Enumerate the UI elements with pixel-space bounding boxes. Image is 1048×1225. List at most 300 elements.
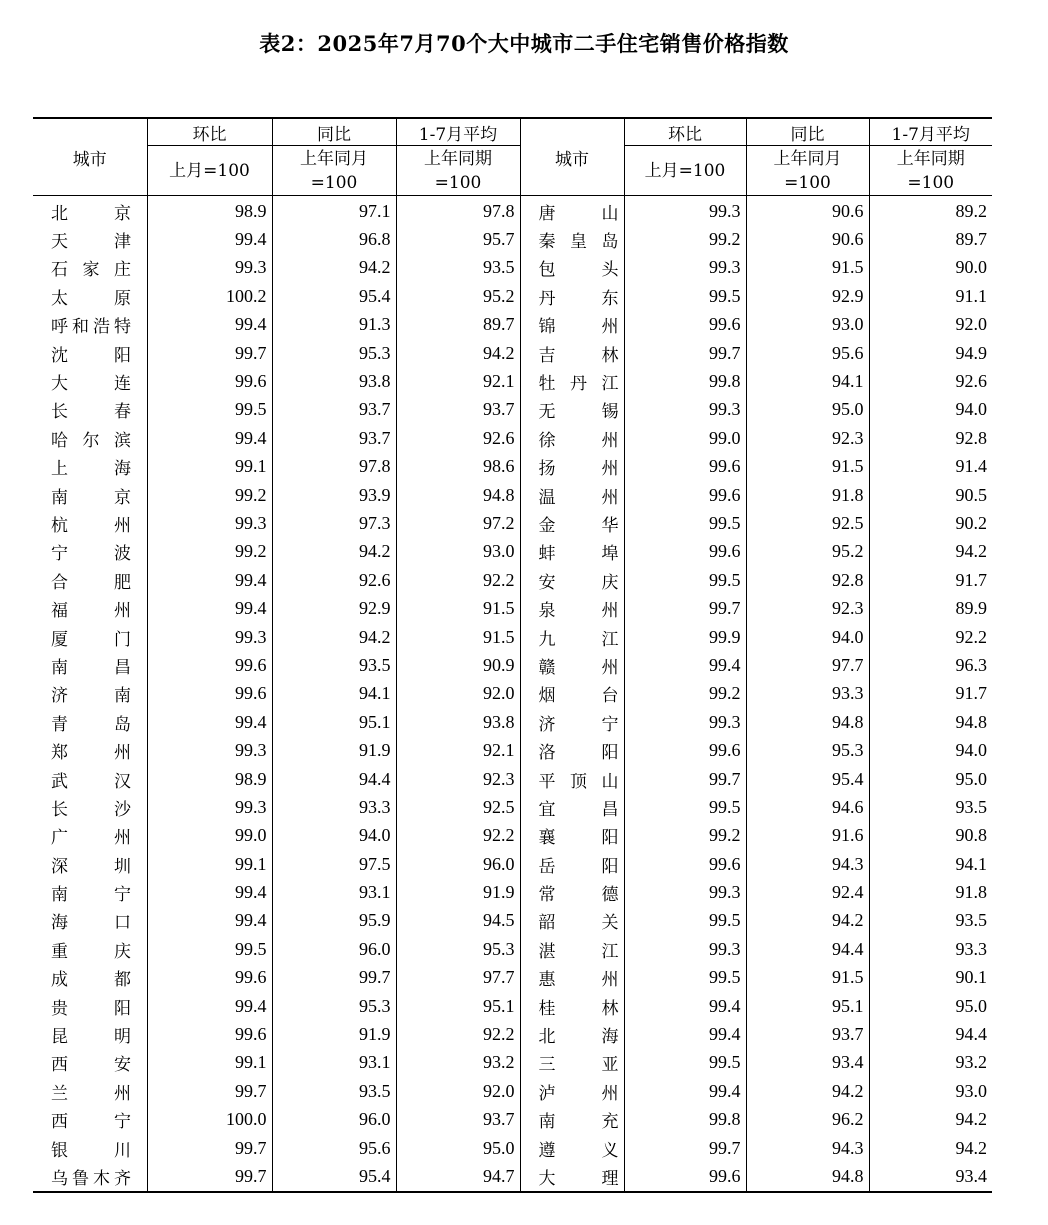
yoy-value: 92.9 (272, 594, 396, 622)
avg-value: 92.3 (396, 765, 520, 793)
mom-value: 99.4 (147, 566, 272, 594)
mom-value: 99.7 (624, 765, 746, 793)
yoy-value: 95.0 (746, 396, 869, 424)
yoy-value: 91.8 (746, 481, 869, 509)
city-name-right: 赣 州 (520, 651, 624, 679)
yoy-base-left: 上年同月 =100 (272, 146, 396, 196)
table-row (33, 594, 992, 622)
mom-value: 99.3 (147, 623, 272, 651)
avg-value: 94.4 (869, 1020, 992, 1048)
table-row (33, 339, 992, 367)
yoy-value: 95.1 (746, 992, 869, 1020)
city-name-left: 合 肥 (51, 572, 131, 593)
city-name-right: 三 亚 (520, 1049, 624, 1077)
city-name-right: 无 锡 (520, 396, 624, 424)
city-name-right: 丹 东 (520, 282, 624, 310)
avg-value: 93.4 (869, 1162, 992, 1191)
avg-value: 92.0 (869, 311, 992, 339)
yoy-value: 93.9 (272, 481, 396, 509)
yoy-value: 93.5 (272, 651, 396, 679)
avg-value: 89.2 (869, 196, 992, 226)
table-row (33, 1162, 992, 1191)
table-row (33, 878, 992, 906)
avg-value: 91.7 (869, 680, 992, 708)
table-row (33, 1077, 992, 1105)
mom-value: 99.4 (147, 424, 272, 452)
city-name-right: 牡 丹 江 (520, 367, 624, 395)
yoy-value: 94.1 (746, 367, 869, 395)
yoy-value: 93.4 (746, 1049, 869, 1077)
mom-value: 99.6 (147, 651, 272, 679)
mom-value: 99.2 (624, 680, 746, 708)
avg-value: 92.2 (396, 822, 520, 850)
mom-value: 99.6 (624, 1162, 746, 1191)
mom-value: 99.3 (624, 254, 746, 282)
table-row (33, 196, 992, 226)
avg-value: 95.7 (396, 225, 520, 253)
table-row (33, 538, 992, 566)
table-row (33, 481, 992, 509)
avg-value: 96.3 (869, 651, 992, 679)
city-name-right: 济 宁 (520, 708, 624, 736)
city-name-left: 银 川 (51, 1140, 131, 1161)
city-name-right: 大 理 (520, 1162, 624, 1191)
table-row (33, 424, 992, 452)
city-name-left: 广 州 (51, 828, 131, 849)
mom-value: 99.4 (624, 992, 746, 1020)
city-name-right: 秦 皇 岛 (520, 225, 624, 253)
table-row (33, 822, 992, 850)
avg-value: 93.2 (396, 1049, 520, 1077)
avg-value: 94.2 (396, 339, 520, 367)
yoy-value: 92.8 (746, 566, 869, 594)
mom-value: 99.6 (147, 964, 272, 992)
mom-value: 99.4 (147, 594, 272, 622)
yoy-value: 93.5 (272, 1077, 396, 1105)
avg-value: 93.5 (869, 907, 992, 935)
mom-value: 99.4 (147, 907, 272, 935)
city-name-left: 重 庆 (51, 941, 131, 962)
mom-value: 99.5 (624, 282, 746, 310)
table-row (33, 254, 992, 282)
yoy-value: 96.8 (272, 225, 396, 253)
mom-value: 99.8 (624, 367, 746, 395)
city-name-left: 福 州 (51, 601, 131, 622)
table-row (33, 509, 992, 537)
mom-base-right: 上月=100 (624, 146, 746, 196)
yoy-value: 97.8 (272, 453, 396, 481)
avg-value: 92.0 (396, 680, 520, 708)
avg-value: 91.1 (869, 282, 992, 310)
mom-value: 99.4 (147, 708, 272, 736)
city-name-right: 温 州 (520, 481, 624, 509)
yoy-value: 92.4 (746, 878, 869, 906)
mom-value: 99.6 (624, 850, 746, 878)
yoy-value: 93.1 (272, 1049, 396, 1077)
city-name-left: 上 海 (51, 459, 131, 480)
yoy-value: 91.5 (746, 453, 869, 481)
yoy-value: 90.6 (746, 225, 869, 253)
mom-value: 99.1 (147, 850, 272, 878)
mom-value: 99.2 (624, 225, 746, 253)
city-name-right: 常 德 (520, 878, 624, 906)
yoy-value: 95.1 (272, 708, 396, 736)
mom-value: 99.2 (147, 481, 272, 509)
avg-value: 89.9 (869, 594, 992, 622)
avg-value: 92.6 (869, 367, 992, 395)
yoy-value: 97.7 (746, 651, 869, 679)
mom-value: 99.4 (147, 225, 272, 253)
yoy-value: 93.7 (272, 424, 396, 452)
yoy-value: 95.3 (746, 736, 869, 764)
table-row (33, 311, 992, 339)
city-name-right: 北 海 (520, 1020, 624, 1048)
city-name-left: 呼 和 浩 特 (51, 317, 131, 338)
mom-value: 99.1 (147, 1049, 272, 1077)
yoy-value: 96.2 (746, 1106, 869, 1134)
city-name-left: 沈 阳 (51, 345, 131, 366)
yoy-header-right: 同比 (746, 118, 869, 146)
mom-value: 99.5 (624, 793, 746, 821)
mom-value: 99.4 (147, 878, 272, 906)
avg-value: 91.8 (869, 878, 992, 906)
mom-value: 99.5 (147, 396, 272, 424)
avg-value: 90.8 (869, 822, 992, 850)
yoy-value: 93.3 (746, 680, 869, 708)
avg-value: 94.7 (396, 1162, 520, 1191)
city-name-left: 青 岛 (51, 714, 131, 735)
city-name-left: 乌 鲁 木 齐 (33, 1162, 147, 1191)
table-row (33, 765, 992, 793)
mom-value: 99.2 (147, 538, 272, 566)
city-name-right: 遵 义 (520, 1134, 624, 1162)
yoy-value: 91.5 (746, 254, 869, 282)
city-name-right: 九 江 (520, 623, 624, 651)
city-header-left: 城市 (33, 118, 147, 196)
yoy-value: 97.3 (272, 509, 396, 537)
avg-value: 90.9 (396, 651, 520, 679)
table-row (33, 566, 992, 594)
avg-value: 94.2 (869, 1134, 992, 1162)
table-row (33, 907, 992, 935)
avg-value: 94.2 (869, 538, 992, 566)
avg-value: 92.8 (869, 424, 992, 452)
city-name-right: 宜 昌 (520, 793, 624, 821)
avg-value: 90.1 (869, 964, 992, 992)
city-name-left: 太 原 (51, 288, 131, 309)
yoy-value: 99.7 (272, 964, 396, 992)
city-name-left: 深 圳 (51, 856, 131, 877)
avg-value: 93.5 (869, 793, 992, 821)
avg-value: 92.2 (396, 566, 520, 594)
yoy-base-right: 上年同月 =100 (746, 146, 869, 196)
avg-value: 92.1 (396, 367, 520, 395)
yoy-value: 93.7 (272, 396, 396, 424)
yoy-value: 95.2 (746, 538, 869, 566)
mom-value: 99.3 (147, 509, 272, 537)
mom-value: 99.5 (624, 509, 746, 537)
yoy-value: 94.4 (272, 765, 396, 793)
table-row (33, 1020, 992, 1048)
city-name-right: 包 头 (520, 254, 624, 282)
city-name-right: 扬 州 (520, 453, 624, 481)
avg-value: 93.7 (396, 1106, 520, 1134)
city-header-right: 城市 (520, 118, 624, 196)
yoy-value: 91.5 (746, 964, 869, 992)
table-body (33, 196, 992, 1192)
yoy-value: 94.2 (746, 1077, 869, 1105)
avg-value: 93.0 (869, 1077, 992, 1105)
mom-value: 99.6 (624, 311, 746, 339)
price-index-table (33, 117, 992, 1193)
city-name-right: 湛 江 (520, 935, 624, 963)
table-row (33, 1106, 992, 1134)
avg-value: 92.2 (869, 623, 992, 651)
mom-value: 99.3 (624, 708, 746, 736)
city-name-right: 锦 州 (520, 311, 624, 339)
mom-value: 99.3 (147, 793, 272, 821)
table-row (33, 367, 992, 395)
avg-value: 97.8 (396, 196, 520, 226)
mom-value: 99.7 (147, 1134, 272, 1162)
avg-value: 92.2 (396, 1020, 520, 1048)
city-name-left: 南 昌 (51, 657, 131, 678)
mom-value: 99.7 (147, 339, 272, 367)
mom-value: 99.7 (147, 1162, 272, 1191)
mom-header-left: 环比 (147, 118, 272, 146)
city-name-right: 南 充 (520, 1106, 624, 1134)
mom-value: 100.0 (147, 1106, 272, 1134)
city-name-left: 哈 尔 滨 (51, 430, 131, 451)
mom-base-left: 上月=100 (147, 146, 272, 196)
avg-value: 94.2 (869, 1106, 992, 1134)
table-row (33, 992, 992, 1020)
avg-value: 94.0 (869, 736, 992, 764)
yoy-value: 91.3 (272, 311, 396, 339)
yoy-value: 93.3 (272, 793, 396, 821)
mom-header-right: 环比 (624, 118, 746, 146)
city-name-right: 徐 州 (520, 424, 624, 452)
city-name-left: 西 安 (51, 1055, 131, 1076)
city-name-left: 宁 波 (51, 544, 131, 565)
avg-value: 90.0 (869, 254, 992, 282)
city-name-left: 长 春 (51, 402, 131, 423)
yoy-value: 91.9 (272, 736, 396, 764)
mom-value: 99.4 (624, 1077, 746, 1105)
yoy-value: 94.2 (272, 538, 396, 566)
city-name-right: 襄 阳 (520, 822, 624, 850)
city-name-right: 安 庆 (520, 566, 624, 594)
avg-value: 91.9 (396, 878, 520, 906)
city-name-right: 吉 林 (520, 339, 624, 367)
yoy-value: 95.3 (272, 339, 396, 367)
yoy-value: 90.6 (746, 196, 869, 226)
yoy-value: 95.6 (746, 339, 869, 367)
avg-value: 93.2 (869, 1049, 992, 1077)
city-name-right: 韶 关 (520, 907, 624, 935)
table-row (33, 396, 992, 424)
mom-value: 99.4 (147, 311, 272, 339)
mom-value: 99.8 (624, 1106, 746, 1134)
city-name-right: 蚌 埠 (520, 538, 624, 566)
mom-value: 99.2 (624, 822, 746, 850)
yoy-value: 94.3 (746, 850, 869, 878)
mom-value: 99.0 (147, 822, 272, 850)
city-name-right: 桂 林 (520, 992, 624, 1020)
avg-value: 90.5 (869, 481, 992, 509)
mom-value: 99.3 (624, 935, 746, 963)
avg-value: 90.2 (869, 509, 992, 537)
yoy-value: 91.9 (272, 1020, 396, 1048)
yoy-value: 93.8 (272, 367, 396, 395)
city-name-right: 泉 州 (520, 594, 624, 622)
avg-value: 92.5 (396, 793, 520, 821)
table-row (33, 623, 992, 651)
avg-value: 93.0 (396, 538, 520, 566)
city-name-left: 南 宁 (51, 885, 131, 906)
yoy-value: 91.6 (746, 822, 869, 850)
mom-value: 99.5 (624, 907, 746, 935)
city-name-right: 唐 山 (520, 196, 624, 226)
yoy-value: 95.4 (272, 282, 396, 310)
city-name-left: 石 家 庄 (51, 260, 131, 281)
city-name-left: 西 宁 (51, 1112, 131, 1133)
mom-value: 99.7 (624, 594, 746, 622)
avg-value: 91.7 (869, 566, 992, 594)
table-row (33, 708, 992, 736)
yoy-value: 92.6 (272, 566, 396, 594)
mom-value: 99.5 (624, 1049, 746, 1077)
yoy-value: 96.0 (272, 1106, 396, 1134)
yoy-value: 93.7 (746, 1020, 869, 1048)
city-name-right: 烟 台 (520, 680, 624, 708)
avg-value: 95.1 (396, 992, 520, 1020)
table-row (33, 680, 992, 708)
avg-value: 89.7 (396, 311, 520, 339)
table-title: 表2：2025年7月70个大中城市二手住宅销售价格指数 (259, 31, 789, 56)
mom-value: 99.3 (624, 196, 746, 226)
yoy-value: 93.0 (746, 311, 869, 339)
mom-value: 99.6 (147, 1020, 272, 1048)
mom-value: 99.1 (147, 453, 272, 481)
yoy-value: 94.3 (746, 1134, 869, 1162)
mom-value: 99.6 (147, 680, 272, 708)
city-name-left: 武 汉 (51, 771, 131, 792)
table-row (33, 651, 992, 679)
avg-header-left: 1-7月平均 (396, 118, 520, 146)
mom-value: 98.9 (147, 765, 272, 793)
mom-value: 99.6 (147, 367, 272, 395)
avg-value: 89.7 (869, 225, 992, 253)
city-name-left: 杭 州 (51, 515, 131, 536)
avg-value: 93.7 (396, 396, 520, 424)
table-row (33, 1134, 992, 1162)
avg-value: 92.0 (396, 1077, 520, 1105)
yoy-value: 94.0 (272, 822, 396, 850)
table-row (33, 935, 992, 963)
avg-value: 95.3 (396, 935, 520, 963)
mom-value: 100.2 (147, 282, 272, 310)
avg-value: 95.2 (396, 282, 520, 310)
table-row (33, 225, 992, 253)
city-name-right: 岳 阳 (520, 850, 624, 878)
yoy-value: 97.5 (272, 850, 396, 878)
yoy-value: 94.4 (746, 935, 869, 963)
avg-value: 93.3 (869, 935, 992, 963)
mom-value: 99.6 (624, 481, 746, 509)
yoy-value: 95.4 (746, 765, 869, 793)
city-name-left: 济 南 (51, 686, 131, 707)
mom-value: 99.5 (624, 964, 746, 992)
avg-value: 91.5 (396, 623, 520, 651)
yoy-value: 94.2 (272, 254, 396, 282)
city-name-left: 北 京 (51, 203, 131, 224)
yoy-value: 95.6 (272, 1134, 396, 1162)
mom-value: 99.4 (624, 1020, 746, 1048)
avg-base-right: 上年同期 =100 (869, 146, 992, 196)
city-name-left: 兰 州 (51, 1083, 131, 1104)
avg-value: 93.8 (396, 708, 520, 736)
table-row (33, 736, 992, 764)
city-name-left: 郑 州 (51, 743, 131, 764)
yoy-value: 97.1 (272, 196, 396, 226)
mom-value: 99.3 (624, 396, 746, 424)
mom-value: 99.4 (147, 992, 272, 1020)
table-row (33, 964, 992, 992)
yoy-header-left: 同比 (272, 118, 396, 146)
mom-value: 99.9 (624, 623, 746, 651)
avg-value: 94.8 (396, 481, 520, 509)
table-row (33, 1049, 992, 1077)
mom-value: 99.5 (624, 566, 746, 594)
city-name-left: 贵 阳 (51, 998, 131, 1019)
city-name-left: 大 连 (51, 374, 131, 395)
table-row (33, 793, 992, 821)
yoy-value: 92.9 (746, 282, 869, 310)
yoy-value: 95.4 (272, 1162, 396, 1191)
mom-value: 99.7 (147, 1077, 272, 1105)
avg-value: 94.0 (869, 396, 992, 424)
mom-value: 99.0 (624, 424, 746, 452)
avg-value: 94.8 (869, 708, 992, 736)
avg-value: 93.5 (396, 254, 520, 282)
city-name-left: 天 津 (51, 232, 131, 253)
avg-value: 95.0 (869, 765, 992, 793)
avg-value: 94.5 (396, 907, 520, 935)
avg-value: 95.0 (869, 992, 992, 1020)
avg-value: 91.4 (869, 453, 992, 481)
city-name-left: 南 京 (51, 487, 131, 508)
city-name-left: 长 沙 (51, 799, 131, 820)
mom-value: 99.6 (624, 736, 746, 764)
yoy-value: 94.8 (746, 708, 869, 736)
city-name-right: 洛 阳 (520, 736, 624, 764)
mom-value: 98.9 (147, 196, 272, 226)
yoy-value: 94.6 (746, 793, 869, 821)
avg-header-right: 1-7月平均 (869, 118, 992, 146)
city-name-right: 金 华 (520, 509, 624, 537)
yoy-value: 94.2 (746, 907, 869, 935)
avg-value: 94.9 (869, 339, 992, 367)
table-row (33, 850, 992, 878)
city-name-left: 昆 明 (51, 1027, 131, 1048)
city-name-left: 海 口 (51, 913, 131, 934)
avg-value: 92.6 (396, 424, 520, 452)
mom-value: 99.3 (147, 254, 272, 282)
yoy-value: 92.3 (746, 424, 869, 452)
avg-value: 97.2 (396, 509, 520, 537)
avg-value: 95.0 (396, 1134, 520, 1162)
